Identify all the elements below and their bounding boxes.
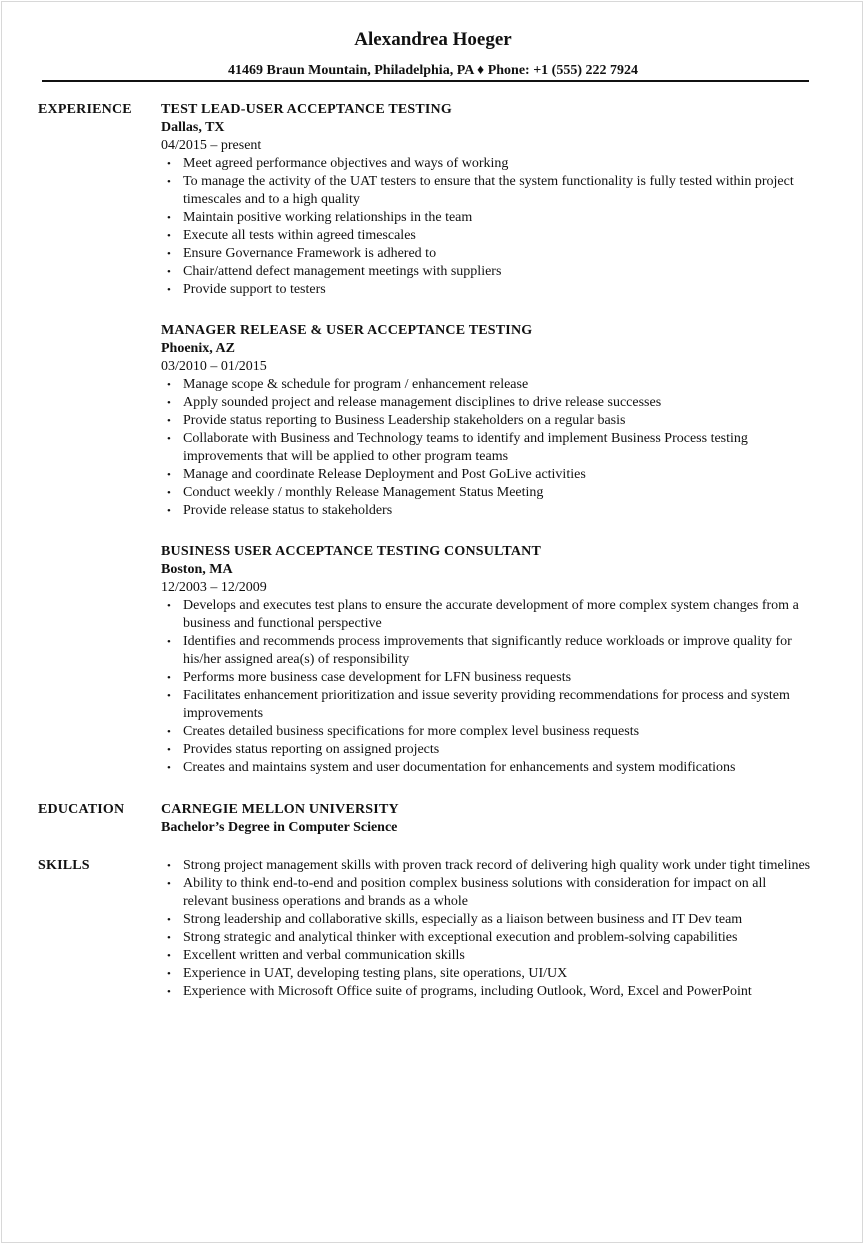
bullet-dot-icon: • <box>167 726 171 738</box>
bullet-dot-icon: • <box>167 672 171 684</box>
bullet-dot-icon: • <box>167 212 171 224</box>
bullet-text: Meet agreed performance objectives and ways of working <box>183 156 509 171</box>
bullet-item <box>161 965 813 983</box>
bullet-dot-icon: • <box>167 248 171 260</box>
school-name: CARNEGIE MELLON UNIVERSITY <box>161 802 399 817</box>
bullet-item <box>161 502 813 520</box>
bullet-item <box>161 875 813 911</box>
bullet-text: Provide release status to stakeholders <box>183 503 393 518</box>
bullet-text: Apply sounded project and release management disciplines to drive release successes <box>183 395 662 410</box>
bullet-text: Experience with Microsoft Office suite of programs, including Outlook, Word, Excel and PowerPoint <box>183 984 752 999</box>
bullet-dot-icon: • <box>167 950 171 962</box>
bullet-text: Strong project management skills with proven track record of delivering high quality work under tight timelines <box>183 858 811 873</box>
skills-bullets <box>161 857 811 1001</box>
bullet-item <box>161 209 813 227</box>
bullet-text: Execute all tests within agreed timescales <box>183 228 416 243</box>
job-bullets <box>161 155 811 299</box>
bullet-item <box>161 633 813 669</box>
bullet-dot-icon: • <box>167 932 171 944</box>
contact-line: 41469 Braun Mountain, Philadelphia, PA ♦ Phone: +1 (555) 222 7924 <box>227 63 638 78</box>
bullet-dot-icon: • <box>167 762 171 774</box>
bullet-text: Provides status reporting on assigned projects <box>183 742 440 757</box>
bullet-text: Creates and maintains system and user documentation for enhancements and system modifications <box>183 760 736 775</box>
bullet-item <box>161 669 813 687</box>
bullet-text: Chair/attend defect management meetings with suppliers <box>183 264 502 279</box>
bullet-text: Conduct weekly / monthly Release Management Status Meeting <box>183 485 544 500</box>
job-dates: 03/2010 – 01/2015 <box>161 359 267 374</box>
job-bullets <box>161 376 811 520</box>
bullet-dot-icon: • <box>167 158 171 170</box>
section-title-experience: EXPERIENCE <box>38 102 132 117</box>
bullet-text: Develops and executes test plans to ensure the accurate development of more complex system changes from a business and functional perspective <box>183 598 799 631</box>
section-title-skills: SKILLS <box>38 858 90 873</box>
bullet-text: Manage and coordinate Release Deployment and Post GoLive activities <box>183 467 586 482</box>
bullet-dot-icon: • <box>167 433 171 445</box>
bullet-text: Manage scope & schedule for program / enhancement release <box>183 377 529 392</box>
bullet-item <box>161 430 813 466</box>
bullet-dot-icon: • <box>167 636 171 648</box>
job-location: Boston, MA <box>161 562 233 577</box>
bullet-text: Provide support to testers <box>183 282 326 297</box>
job-dates: 04/2015 – present <box>161 138 262 153</box>
bullet-dot-icon: • <box>167 986 171 998</box>
bullet-item <box>161 281 813 299</box>
degree-name: Bachelor’s Degree in Computer Science <box>161 820 398 835</box>
bullet-item <box>161 263 813 281</box>
skills-list <box>161 857 811 1001</box>
bullet-dot-icon: • <box>167 284 171 296</box>
bullet-text: Strong strategic and analytical thinker with exceptional execution and problem-solving capabilities <box>183 930 738 945</box>
bullet-item <box>161 911 813 929</box>
job-title: BUSINESS USER ACCEPTANCE TESTING CONSULTANT <box>161 544 541 559</box>
job-title: TEST LEAD-USER ACCEPTANCE TESTING <box>161 102 452 117</box>
bullet-text: Excellent written and verbal communication skills <box>183 948 465 963</box>
job-entry <box>161 322 811 520</box>
experience-list <box>161 101 811 800</box>
bullet-item <box>161 155 813 173</box>
bullet-dot-icon: • <box>167 379 171 391</box>
bullet-item <box>161 947 813 965</box>
bullet-dot-icon: • <box>167 914 171 926</box>
bullet-dot-icon: • <box>167 968 171 980</box>
bullet-item <box>161 723 813 741</box>
bullet-dot-icon: • <box>167 230 171 242</box>
education-entry <box>161 801 811 837</box>
bullet-dot-icon: • <box>167 487 171 499</box>
job-bullets <box>161 597 811 777</box>
bullet-item <box>161 741 813 759</box>
job-title: MANAGER RELEASE & USER ACCEPTANCE TESTING <box>161 323 533 338</box>
bullet-dot-icon: • <box>167 505 171 517</box>
bullet-item <box>161 412 813 430</box>
bullet-item <box>161 929 813 947</box>
candidate-name: Alexandrea Hoeger <box>354 29 512 50</box>
bullet-text: Ensure Governance Framework is adhered to <box>183 246 437 261</box>
bullet-text: Performs more business case development for LFN business requests <box>183 670 572 685</box>
bullet-dot-icon: • <box>167 266 171 278</box>
bullet-dot-icon: • <box>167 397 171 409</box>
bullet-dot-icon: • <box>167 744 171 756</box>
bullet-item <box>161 245 813 263</box>
bullet-dot-icon: • <box>167 176 171 188</box>
job-entry <box>161 101 811 299</box>
bullet-item <box>161 983 813 1001</box>
bullet-item <box>161 227 813 245</box>
bullet-item <box>161 394 813 412</box>
bullet-text: To manage the activity of the UAT testers to ensure that the system functionality is fully tested within project timescales and to a high quality <box>183 174 794 207</box>
bullet-dot-icon: • <box>167 415 171 427</box>
bullet-dot-icon: • <box>167 469 171 481</box>
bullet-text: Collaborate with Business and Technology teams to identify and implement Business Process testing improvements that will be applied to other program teams <box>183 431 748 464</box>
bullet-dot-icon: • <box>167 690 171 702</box>
bullet-item <box>161 759 813 777</box>
bullet-dot-icon: • <box>167 860 171 872</box>
bullet-text: Experience in UAT, developing testing plans, site operations, UI/UX <box>183 966 568 981</box>
bullet-text: Ability to think end-to-end and position complex business solutions with consideration for impact on all relevant business operations and brands as a whole <box>183 876 767 909</box>
job-entry <box>161 543 811 777</box>
bullet-text: Creates detailed business specifications for more complex level business requests <box>183 724 640 739</box>
bullet-item <box>161 376 813 394</box>
bullet-item <box>161 484 813 502</box>
job-dates: 12/2003 – 12/2009 <box>161 580 267 595</box>
bullet-dot-icon: • <box>167 600 171 612</box>
bullet-dot-icon: • <box>167 878 171 890</box>
header-divider <box>42 80 809 82</box>
job-location: Phoenix, AZ <box>161 341 235 356</box>
bullet-item <box>161 466 813 484</box>
bullet-item <box>161 597 813 633</box>
bullet-text: Facilitates enhancement prioritization and issue severity providing recommendations for process and system improvements <box>183 688 790 721</box>
bullet-text: Strong leadership and collaborative skills, especially as a liaison between business and IT Dev team <box>183 912 743 927</box>
job-location: Dallas, TX <box>161 120 225 135</box>
bullet-item <box>161 173 813 209</box>
bullet-text: Provide status reporting to Business Leadership stakeholders on a regular basis <box>183 413 626 428</box>
bullet-item <box>161 857 813 875</box>
bullet-item <box>161 687 813 723</box>
bullet-text: Maintain positive working relationships in the team <box>183 210 473 225</box>
section-title-education: EDUCATION <box>38 802 125 817</box>
bullet-text: Identifies and recommends process improvements that significantly reduce workloads or improve quality for his/her assigned area(s) of responsibility <box>183 634 792 667</box>
